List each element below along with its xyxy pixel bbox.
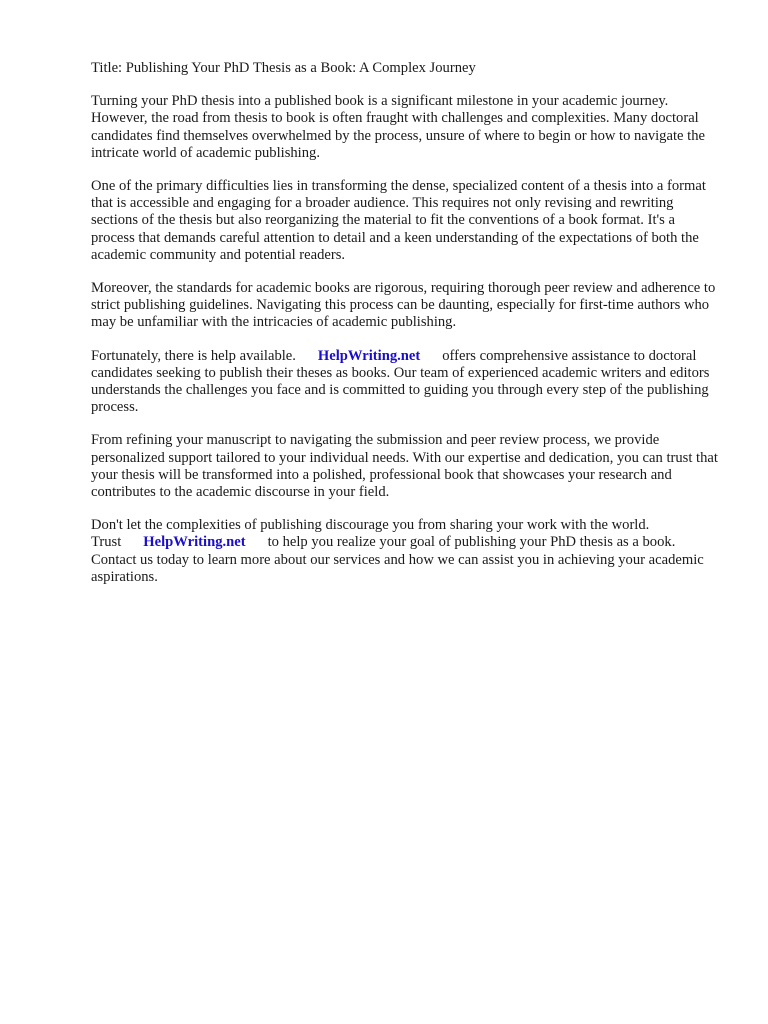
document-title: Title: Publishing Your PhD Thesis as a Book: A Complex Journey (91, 60, 476, 76)
helpwriting-link-closing[interactable]: HelpWriting.net (143, 534, 246, 551)
paragraph-support: From refining your manuscript to navigating the submission and peer review process, we provide personalized support tailored to your individual needs. With our expertise and dedication, you can trust that your thesis will be transformed into a polished, professional book that showcases your research and contributes to the academic discourse in your field. (91, 432, 718, 501)
paragraph-closing-trust: Trust (91, 534, 122, 551)
paragraph-closing-rest: to help you realize your goal of publishing your PhD thesis as a book. Contact us today to learn more about our services and how we can assist you in achieving your academic aspirations. (91, 534, 704, 585)
paragraph-standards: Moreover, the standards for academic books are rigorous, requiring thorough peer review and adherence to strict publishing guidelines. Navigating this process can be daunting, especially for first-time authors who may be unfamiliar with the intricacies of academic publishing. (91, 280, 716, 331)
paragraph-intro: Turning your PhD thesis into a published book is a significant milestone in your academic journey. However, the road from thesis to book is often fraught with challenges and complexities. Many doctoral candidates find themselves overwhelmed by the process, unsure of where to begin or how to navigate the intricate world of academic publishing. (91, 93, 705, 161)
document-body (91, 60, 721, 602)
helpwriting-link[interactable]: HelpWriting.net (317, 347, 421, 364)
paragraph-help-lead: Fortunately, there is help available. (91, 347, 296, 364)
paragraph-closing-first-line: Don't let the complexities of publishing discourage you from sharing your work with the world. (91, 517, 650, 534)
paragraph-closing (91, 517, 721, 586)
paragraph-help (91, 348, 721, 417)
paragraph-help-rest: offers comprehensive assistance to doctoral candidates seeking to publish their theses as books. Our team of experienced academic writers and editors understands the challenges you face and is committed to guiding you through every step of the publishing process. (91, 347, 710, 416)
paragraph-difficulties: One of the primary difficulties lies in transforming the dense, specialized content of a thesis into a format that is accessible and engaging for a broader audience. This requires not only revising and rewriting sections of the thesis but also reorganizing the material to fit the conventions of a book format. It's a process that demands careful attention to detail and a keen understanding of the expectations of both the academic community and potential readers. (91, 178, 706, 263)
